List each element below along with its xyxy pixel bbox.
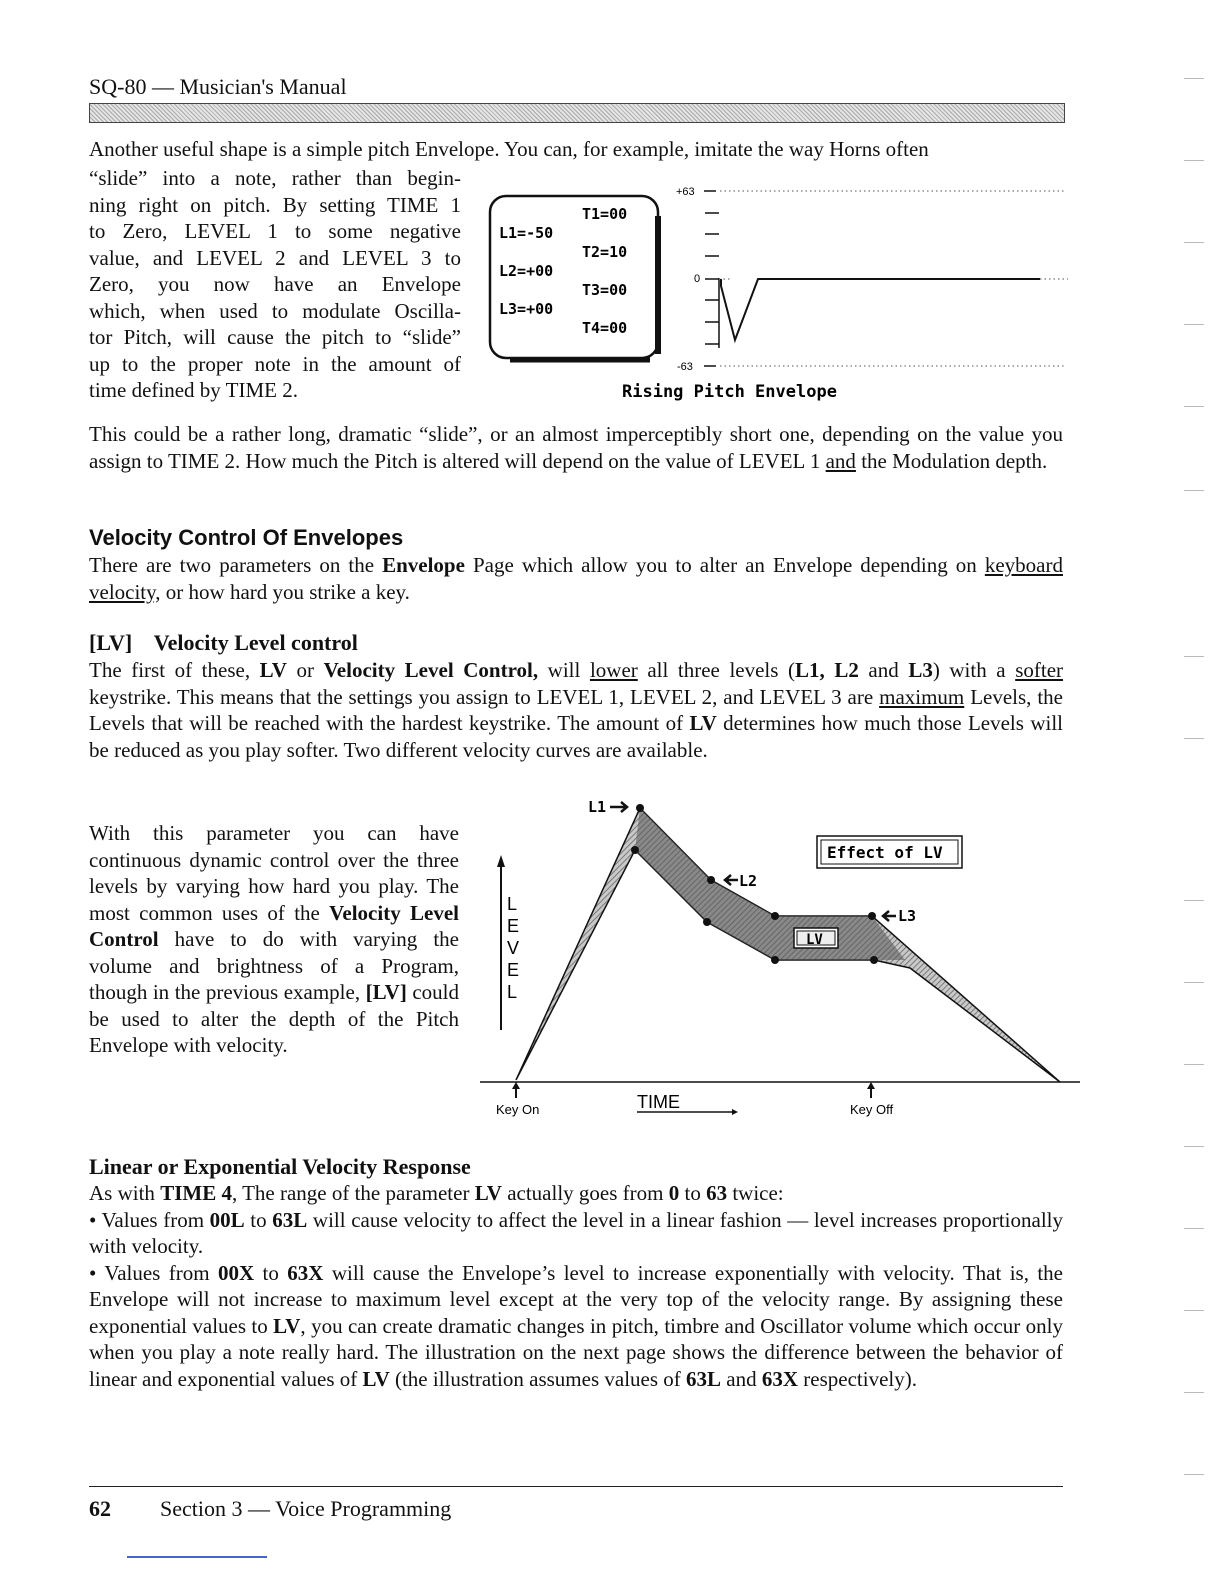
linear-exponential-heading: Linear or Exponential Velocity Response [89,1154,471,1179]
velocity-control-heading: Velocity Control Of Envelopes [89,525,404,550]
para-bold: [LV] [365,980,407,1004]
margin-tick [1184,738,1204,739]
level-letter: L [507,982,518,1002]
para-bold: Envelope [382,553,465,577]
effect-of-lv-figure [480,790,1084,1130]
margin-tick [1184,242,1204,243]
intro-line: up to the proper note in the amount of [89,351,461,376]
margin-tick [1184,1474,1204,1475]
para-text: determines how much those Levels will be reduced as you play softer. Two different velocity curves are available. [89,711,1063,762]
intro-line: Zero, you now have an Envelope [89,272,461,296]
intro-column [89,165,461,404]
rising-pitch-envelope-figure [480,176,1080,416]
label-l2: L2 [739,872,758,890]
box-time-t2: T2=10 [582,243,628,261]
para-text: the Modulation depth. [855,448,1048,473]
para-text: or how hard you strike a key. [160,579,410,604]
lv-point [870,956,878,964]
key-on-label: Key On [496,1102,540,1117]
axis-label-top: +63 [676,186,695,198]
para-text: Levels, the Levels that will be reached with the hardest keystrike. The amount of [89,684,1063,735]
para-bold: LV [259,658,287,682]
margin-tick [1184,1228,1204,1229]
level-letter: V [507,938,520,958]
pitch-figure-caption: Rising Pitch Envelope [622,382,837,402]
intro-line: ning right on pitch. By setting TIME 1 [89,192,461,217]
para-underline: softer [1015,658,1064,682]
lv-point [771,912,779,920]
para-text: ) with a [932,658,1016,682]
margin-tick [1184,324,1204,325]
para-underline: and [825,448,856,473]
lv-point [631,846,639,854]
margin-tick [1184,78,1204,79]
key-off-label: Key Off [850,1102,894,1117]
lv-heading: [LV] Velocity Level control [89,630,358,655]
intro-line: which, when used to modulate Oscilla- [89,298,461,323]
margin-tick [1184,160,1204,161]
para-text: With this parameter you can have continuous dynamic control over the three levels by varying how hard you play. The most common uses of the [89,821,459,925]
para-text: Page which allow you to alter an Envelope depending on [464,553,985,577]
para-text: could be used to alter the depth of the Pitch Envelope with velocity. [89,980,459,1057]
lv-paragraph [89,657,1063,763]
intro-line: to Zero, LEVEL 1 to some negative [89,219,461,243]
margin-tick [1184,406,1204,407]
para-text: keystrike. This means that the settings you assign to LEVEL 1, LEVEL 2, and LEVEL 3 are [89,684,880,709]
para-text: The first of these, [89,658,260,682]
header-hatched-bar [89,103,1065,123]
level-letter: E [507,916,520,936]
para-bold: Velocity Level Control, [323,658,539,682]
para-underline: keyboard velocity, [89,553,1063,604]
level-letter: E [507,960,520,980]
lv-point [703,918,711,926]
box-level-l3: L3=+00 [499,300,554,318]
effect-of-lv-label: Effect of LV [827,843,943,862]
box-time-t4: T4=00 [582,319,628,337]
para-underline: lower [589,658,638,682]
pitch-envelope-line [721,279,1040,340]
intro-first-line: Another useful shape is a simple pitch Envelope. You can, for example, imitate the way Horns often [89,137,929,161]
intro-line: “slide” into a note, rather than begin- [89,166,461,190]
para-text: or [286,658,324,682]
bullet-exponential: • Values from 00X to 63X will cause the Envelope’s level to increase exponentially with velocity. That is, the Envelope will not increase to maximum level except at the very top of the velocity range. By assigning these exponential values to LV, you can create dramatic changes in pitch, timbre and Oscillator volume which occur only when you play a note really hard. The illustration on the next page shows the difference between the behavior of linear and exponential values of LV (the illustration assumes values of 63L and 63X respectively). [89,1260,1064,1391]
margin-tick [1184,982,1204,983]
lv-point [868,912,876,920]
axis-label-bottom: -63 [677,361,693,373]
footer-blue-line [127,1556,267,1558]
para-bold: L1, L2 [795,658,859,682]
lv-tag: LV [806,932,823,948]
page-header-title: SQ-80 — Musician's Manual [89,74,347,99]
para-bold: LV [689,711,717,735]
axis-label-zero: 0 [694,273,701,285]
para-text: will [538,658,590,682]
lv-point [771,956,779,964]
label-l1: L1 [588,798,607,816]
margin-tick [1184,900,1204,901]
level-letter: L [507,894,518,914]
para-text: all three levels ( [637,658,795,682]
box-level-l2: L2=+00 [499,262,554,280]
para-underline: maximum [879,684,965,709]
slide-depth-paragraph [89,421,1063,474]
margin-tick [1184,1310,1204,1311]
para-text: have to do with varying the volume and brightness of a Program, though in the previous example, [89,927,459,1004]
box-level-l1: L1=-50 [499,224,554,242]
margin-tick [1184,656,1204,657]
intro-line: tor Pitch, will cause the pitch to “slide” [89,325,461,349]
intro-line: time defined by TIME 2. [89,378,298,402]
velocity-control-paragraph [89,552,1063,605]
margin-tick [1184,1146,1204,1147]
margin-tick [1184,1064,1204,1065]
para-text: There are two parameters on the [89,553,383,577]
para-bold: Velocity Level Control [89,900,459,951]
lv-point [707,876,715,884]
linear-exponential-body [89,1180,1063,1392]
bullet-linear: • Values from 00L to 63L will cause velocity to affect the level in a linear fashion — level increases proportionally with velocity. [89,1207,1063,1258]
lv-point [636,804,644,812]
lv-side-paragraph [89,820,459,1059]
footer-page-number: 62 [89,1496,111,1521]
intro-line: value, and LEVEL 2 and LEVEL 3 to [89,245,461,270]
footer-section-title: Section 3 — Voice Programming [160,1496,452,1521]
footer-rule [89,1486,1063,1487]
box-time-t3: T3=00 [582,281,628,299]
para-bold: L3 [908,658,933,682]
range-line: As with TIME 4, The range of the parameter LV actually goes from 0 to 63 twice: [89,1181,784,1205]
time-label: TIME [637,1092,680,1112]
margin-tick [1184,1392,1204,1393]
margin-tick [1184,490,1204,491]
para-text: This could be a rather long, dramatic “slide”, or an almost imperceptibly short one, depending on the value you assign to TIME 2. How much the Pitch is altered will depend on the value of LEVEL 1 [89,422,1063,473]
para-text: and [858,658,909,682]
label-l3: L3 [898,907,917,925]
box-time-t1: T1=00 [582,205,628,223]
